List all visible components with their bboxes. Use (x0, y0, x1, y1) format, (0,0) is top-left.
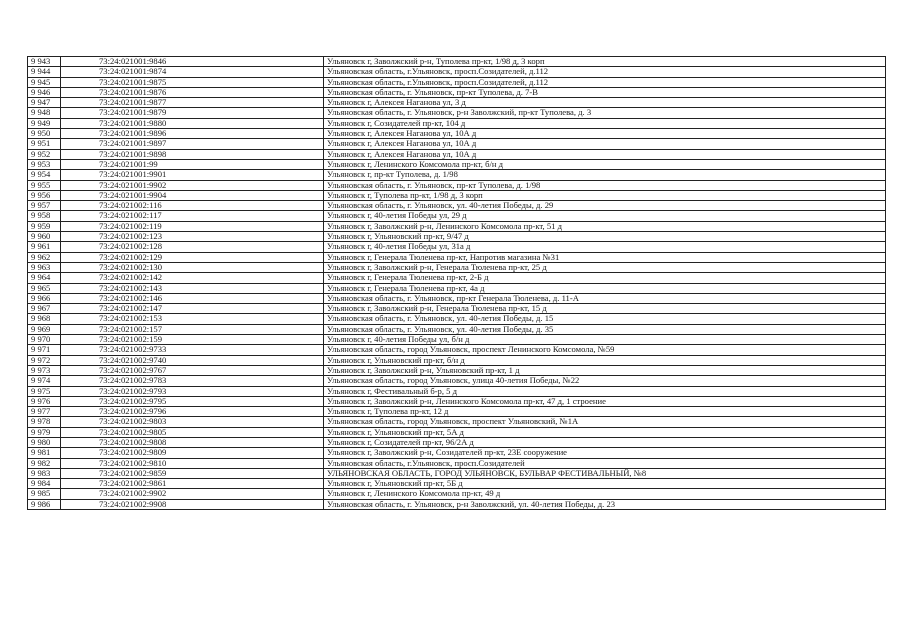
address-cell: Ульяновск г, Созидателей пр-кт, 96/2А д (324, 437, 886, 447)
row-number-cell: 9 979 (28, 427, 61, 437)
cadastral-number-cell: 73:24:021002:9902 (61, 489, 324, 499)
address-cell: Ульяновск г, Заволжский р-н, Туполева пр-кт, 1/98 д, 3 корп (324, 57, 886, 67)
row-number-cell: 9 964 (28, 273, 61, 283)
address-cell: Ульяновск г, Фестивальный б-р, 5 д (324, 386, 886, 396)
cadastral-number-cell: 73:24:021002:9908 (61, 499, 324, 509)
row-number-cell: 9 969 (28, 324, 61, 334)
row-number-cell: 9 962 (28, 252, 61, 262)
cadastral-number-cell: 73:24:021001:9904 (61, 190, 324, 200)
address-cell: Ульяновск г, Заволжский р-н, Ленинского Комсомола пр-кт, 51 д (324, 221, 886, 231)
row-number-cell: 9 978 (28, 417, 61, 427)
table-row (28, 159, 886, 169)
address-cell: Ульяновск г, Алексея Наганова ул, 10А д (324, 139, 886, 149)
address-cell: Ульяновская область, город Ульяновск, проспект Ленинского Комсомола, №59 (324, 345, 886, 355)
cadastral-number-cell: 73:24:021002:9805 (61, 427, 324, 437)
row-number-cell: 9 958 (28, 211, 61, 221)
row-number-cell: 9 960 (28, 232, 61, 242)
address-cell: Ульяновск г, Ленинского Комсомола пр-кт, б/н д (324, 159, 886, 169)
table-row (28, 149, 886, 159)
row-number-cell: 9 966 (28, 293, 61, 303)
cadastral-number-cell: 73:24:021002:9861 (61, 479, 324, 489)
row-number-cell: 9 971 (28, 345, 61, 355)
table-row (28, 67, 886, 77)
row-number-cell: 9 985 (28, 489, 61, 499)
address-cell: Ульяновская область, город Ульяновск, улица 40-летия Победы, №22 (324, 376, 886, 386)
address-cell: Ульяновская область, г. Ульяновск, пр-кт Туполева, д. 1/98 (324, 180, 886, 190)
row-number-cell: 9 975 (28, 386, 61, 396)
table-row (28, 407, 886, 417)
table-row (28, 252, 886, 262)
row-number-cell: 9 981 (28, 448, 61, 458)
table-row (28, 232, 886, 242)
cadastral-number-cell: 73:24:021002:147 (61, 304, 324, 314)
table-row (28, 273, 886, 283)
row-number-cell: 9 961 (28, 242, 61, 252)
row-number-cell: 9 957 (28, 201, 61, 211)
cadastral-number-cell: 73:24:021001:9874 (61, 67, 324, 77)
cadastral-number-cell: 73:24:021001:9902 (61, 180, 324, 190)
cadastral-number-cell: 73:24:021002:9767 (61, 365, 324, 375)
row-number-cell: 9 976 (28, 396, 61, 406)
address-cell: Ульяновская область, г. Ульяновск, ул. 40-летия Победы, д. 29 (324, 201, 886, 211)
address-cell: Ульяновск г, Заволжский р-н, Ленинского Комсомола пр-кт, 47 д, 1 строение (324, 396, 886, 406)
row-number-cell: 9 963 (28, 262, 61, 272)
address-cell: Ульяновск г, Туполева пр-кт, 12 д (324, 407, 886, 417)
cadastral-number-cell: 73:24:021002:116 (61, 201, 324, 211)
row-number-cell: 9 944 (28, 67, 61, 77)
address-cell: Ульяновск г, Генерала Тюленева пр-кт, 4а д (324, 283, 886, 293)
table-row (28, 468, 886, 478)
cadastral-number-cell: 73:24:021001:9846 (61, 57, 324, 67)
row-number-cell: 9 954 (28, 170, 61, 180)
cadastral-number-cell: 73:24:021001:9901 (61, 170, 324, 180)
cadastral-number-cell: 73:24:021002:9859 (61, 468, 324, 478)
table-row (28, 201, 886, 211)
table-row (28, 170, 886, 180)
address-cell: Ульяновск г, Заволжский р-н, Созидателей пр-кт, 23Е сооружение (324, 448, 886, 458)
cadastral-number-cell: 73:24:021001:9897 (61, 139, 324, 149)
table-row (28, 211, 886, 221)
table-row (28, 427, 886, 437)
table-row (28, 293, 886, 303)
cadastral-number-cell: 73:24:021002:119 (61, 221, 324, 231)
row-number-cell: 9 973 (28, 365, 61, 375)
cadastral-number-cell: 73:24:021002:9796 (61, 407, 324, 417)
cadastral-number-cell: 73:24:021001:9896 (61, 129, 324, 139)
table-body (28, 57, 886, 510)
row-number-cell: 9 983 (28, 468, 61, 478)
cadastral-number-cell: 73:24:021001:99 (61, 159, 324, 169)
table-row (28, 87, 886, 97)
row-number-cell: 9 952 (28, 149, 61, 159)
cadastral-number-cell: 73:24:021001:9876 (61, 87, 324, 97)
address-cell: Ульяновск г, Ульяновский пр-кт, б/н д (324, 355, 886, 365)
address-cell: Ульяновск г, Ленинского Комсомола пр-кт, 49 д (324, 489, 886, 499)
table-row (28, 129, 886, 139)
table-row (28, 304, 886, 314)
table-row (28, 396, 886, 406)
cadastral-number-cell: 73:24:021002:142 (61, 273, 324, 283)
address-cell: Ульяновск г, Туполева пр-кт, 1/98 д, 3 корп (324, 190, 886, 200)
table-row (28, 437, 886, 447)
address-cell: Ульяновская область, г. Ульяновск, ул. 40-летия Победы, д. 15 (324, 314, 886, 324)
address-cell: Ульяновск г, Ульяновский пр-кт, 9/47 д (324, 232, 886, 242)
cadastral-number-cell: 73:24:021001:9898 (61, 149, 324, 159)
row-number-cell: 9 967 (28, 304, 61, 314)
row-number-cell: 9 974 (28, 376, 61, 386)
cadastral-number-cell: 73:24:021002:143 (61, 283, 324, 293)
cadastral-number-cell: 73:24:021002:117 (61, 211, 324, 221)
cadastral-number-cell: 73:24:021002:9795 (61, 396, 324, 406)
address-cell: Ульяновск г, Ульяновский пр-кт, 5Б д (324, 479, 886, 489)
address-cell: Ульяновская область, г. Ульяновск, пр-кт Туполева, д. 7-В (324, 87, 886, 97)
cadastral-number-cell: 73:24:021002:128 (61, 242, 324, 252)
row-number-cell: 9 947 (28, 98, 61, 108)
address-cell: Ульяновск г, Алексея Наганова ул, 10А д (324, 149, 886, 159)
cadastral-number-cell: 73:24:021002:123 (61, 232, 324, 242)
table-row (28, 345, 886, 355)
row-number-cell: 9 970 (28, 335, 61, 345)
row-number-cell: 9 984 (28, 479, 61, 489)
cadastral-number-cell: 73:24:021001:9877 (61, 98, 324, 108)
table-row (28, 417, 886, 427)
cadastral-number-cell: 73:24:021002:146 (61, 293, 324, 303)
row-number-cell: 9 982 (28, 458, 61, 468)
cadastral-number-cell: 73:24:021002:9808 (61, 437, 324, 447)
address-cell: Ульяновск г, 40-летия Победы ул, 29 д (324, 211, 886, 221)
address-cell: Ульяновск г, Заволжский р-н, Генерала Тюленева пр-кт, 25 д (324, 262, 886, 272)
table-row (28, 139, 886, 149)
cadastral-number-cell: 73:24:021002:9810 (61, 458, 324, 468)
address-cell: Ульяновская область, город Ульяновск, проспект Ульяновский, №1А (324, 417, 886, 427)
cadastral-number-cell: 73:24:021002:9783 (61, 376, 324, 386)
table-row (28, 324, 886, 334)
table-row (28, 355, 886, 365)
cadastral-number-cell: 73:24:021001:9880 (61, 118, 324, 128)
cadastral-number-cell: 73:24:021002:129 (61, 252, 324, 262)
table-row (28, 98, 886, 108)
table-row (28, 221, 886, 231)
table-row (28, 180, 886, 190)
row-number-cell: 9 986 (28, 499, 61, 509)
table-row (28, 479, 886, 489)
table-row (28, 118, 886, 128)
table-row (28, 262, 886, 272)
table-row (28, 314, 886, 324)
address-cell: Ульяновск г, Заволжский р-н, Генерала Тюленева пр-кт, 15 д (324, 304, 886, 314)
table-row (28, 448, 886, 458)
row-number-cell: 9 980 (28, 437, 61, 447)
table-row (28, 489, 886, 499)
address-cell: Ульяновск г, Генерала Тюленева пр-кт, 2-Б д (324, 273, 886, 283)
address-cell: Ульяновская область, г. Ульяновск, пр-кт Генерала Тюленева, д. 11-А (324, 293, 886, 303)
table-row (28, 335, 886, 345)
row-number-cell: 9 968 (28, 314, 61, 324)
cadastral-number-cell: 73:24:021002:9740 (61, 355, 324, 365)
address-cell: Ульяновск г, Заволжский р-н, Ульяновский пр-кт, 1 д (324, 365, 886, 375)
row-number-cell: 9 950 (28, 129, 61, 139)
cadastral-number-cell: 73:24:021002:130 (61, 262, 324, 272)
table-row (28, 190, 886, 200)
cadastral-number-cell: 73:24:021002:9733 (61, 345, 324, 355)
address-cell: Ульяновская область, г. Ульяновск, р-н Заволжский, ул. 40-летия Победы, д. 23 (324, 499, 886, 509)
address-cell: Ульяновская область, г.Ульяновск, просп.Созидателей, д.112 (324, 67, 886, 77)
table-row (28, 458, 886, 468)
row-number-cell: 9 959 (28, 221, 61, 231)
row-number-cell: 9 955 (28, 180, 61, 190)
row-number-cell: 9 965 (28, 283, 61, 293)
row-number-cell: 9 949 (28, 118, 61, 128)
row-number-cell: 9 951 (28, 139, 61, 149)
address-cell: Ульяновская область, г. Ульяновск, р-н Заволжский, пр-кт Туполева, д. 3 (324, 108, 886, 118)
address-cell: Ульяновск г, Алексея Наганова ул, 3 д (324, 98, 886, 108)
table-row (28, 242, 886, 252)
cadastral-number-cell: 73:24:021002:157 (61, 324, 324, 334)
address-cell: Ульяновская область, г.Ульяновск, просп.Созидателей, д.112 (324, 77, 886, 87)
address-cell: Ульяновская область, г. Ульяновск, ул. 40-летия Победы, д. 35 (324, 324, 886, 334)
address-cell: Ульяновск г, Созидателей пр-кт, 104 д (324, 118, 886, 128)
row-number-cell: 9 948 (28, 108, 61, 118)
address-cell: УЛЬЯНОВСКАЯ ОБЛАСТЬ, ГОРОД УЛЬЯНОВСК, БУЛЬВАР ФЕСТИВАЛЬНЫЙ, №8 (324, 468, 886, 478)
table-row (28, 108, 886, 118)
cadastral-number-cell: 73:24:021002:153 (61, 314, 324, 324)
cadastral-number-cell: 73:24:021002:159 (61, 335, 324, 345)
table-row (28, 376, 886, 386)
address-cell: Ульяновск г, Алексея Наганова ул, 10А д (324, 129, 886, 139)
address-cell: Ульяновск г, 40-летия Победы ул, б/н д (324, 335, 886, 345)
row-number-cell: 9 977 (28, 407, 61, 417)
cadastral-number-cell: 73:24:021001:9879 (61, 108, 324, 118)
cadastral-register-table (27, 56, 886, 510)
address-cell: Ульяновск г, Генерала Тюленева пр-кт, Напротив магазина №31 (324, 252, 886, 262)
cadastral-number-cell: 73:24:021002:9793 (61, 386, 324, 396)
address-cell: Ульяновск г, Ульяновский пр-кт, 5А д (324, 427, 886, 437)
table-row (28, 365, 886, 375)
row-number-cell: 9 946 (28, 87, 61, 97)
row-number-cell: 9 972 (28, 355, 61, 365)
row-number-cell: 9 956 (28, 190, 61, 200)
table-row (28, 499, 886, 509)
address-cell: Ульяновск г, 40-летия Победы ул, 31а д (324, 242, 886, 252)
row-number-cell: 9 953 (28, 159, 61, 169)
address-cell: Ульяновская область, г.Ульяновск, просп.Созидателей (324, 458, 886, 468)
table-row (28, 283, 886, 293)
address-cell: Ульяновск г, пр-кт Туполева, д. 1/98 (324, 170, 886, 180)
table-row (28, 386, 886, 396)
row-number-cell: 9 943 (28, 57, 61, 67)
row-number-cell: 9 945 (28, 77, 61, 87)
cadastral-number-cell: 73:24:021002:9809 (61, 448, 324, 458)
cadastral-number-cell: 73:24:021001:9875 (61, 77, 324, 87)
cadastral-number-cell: 73:24:021002:9803 (61, 417, 324, 427)
table-row (28, 77, 886, 87)
table-row (28, 57, 886, 67)
